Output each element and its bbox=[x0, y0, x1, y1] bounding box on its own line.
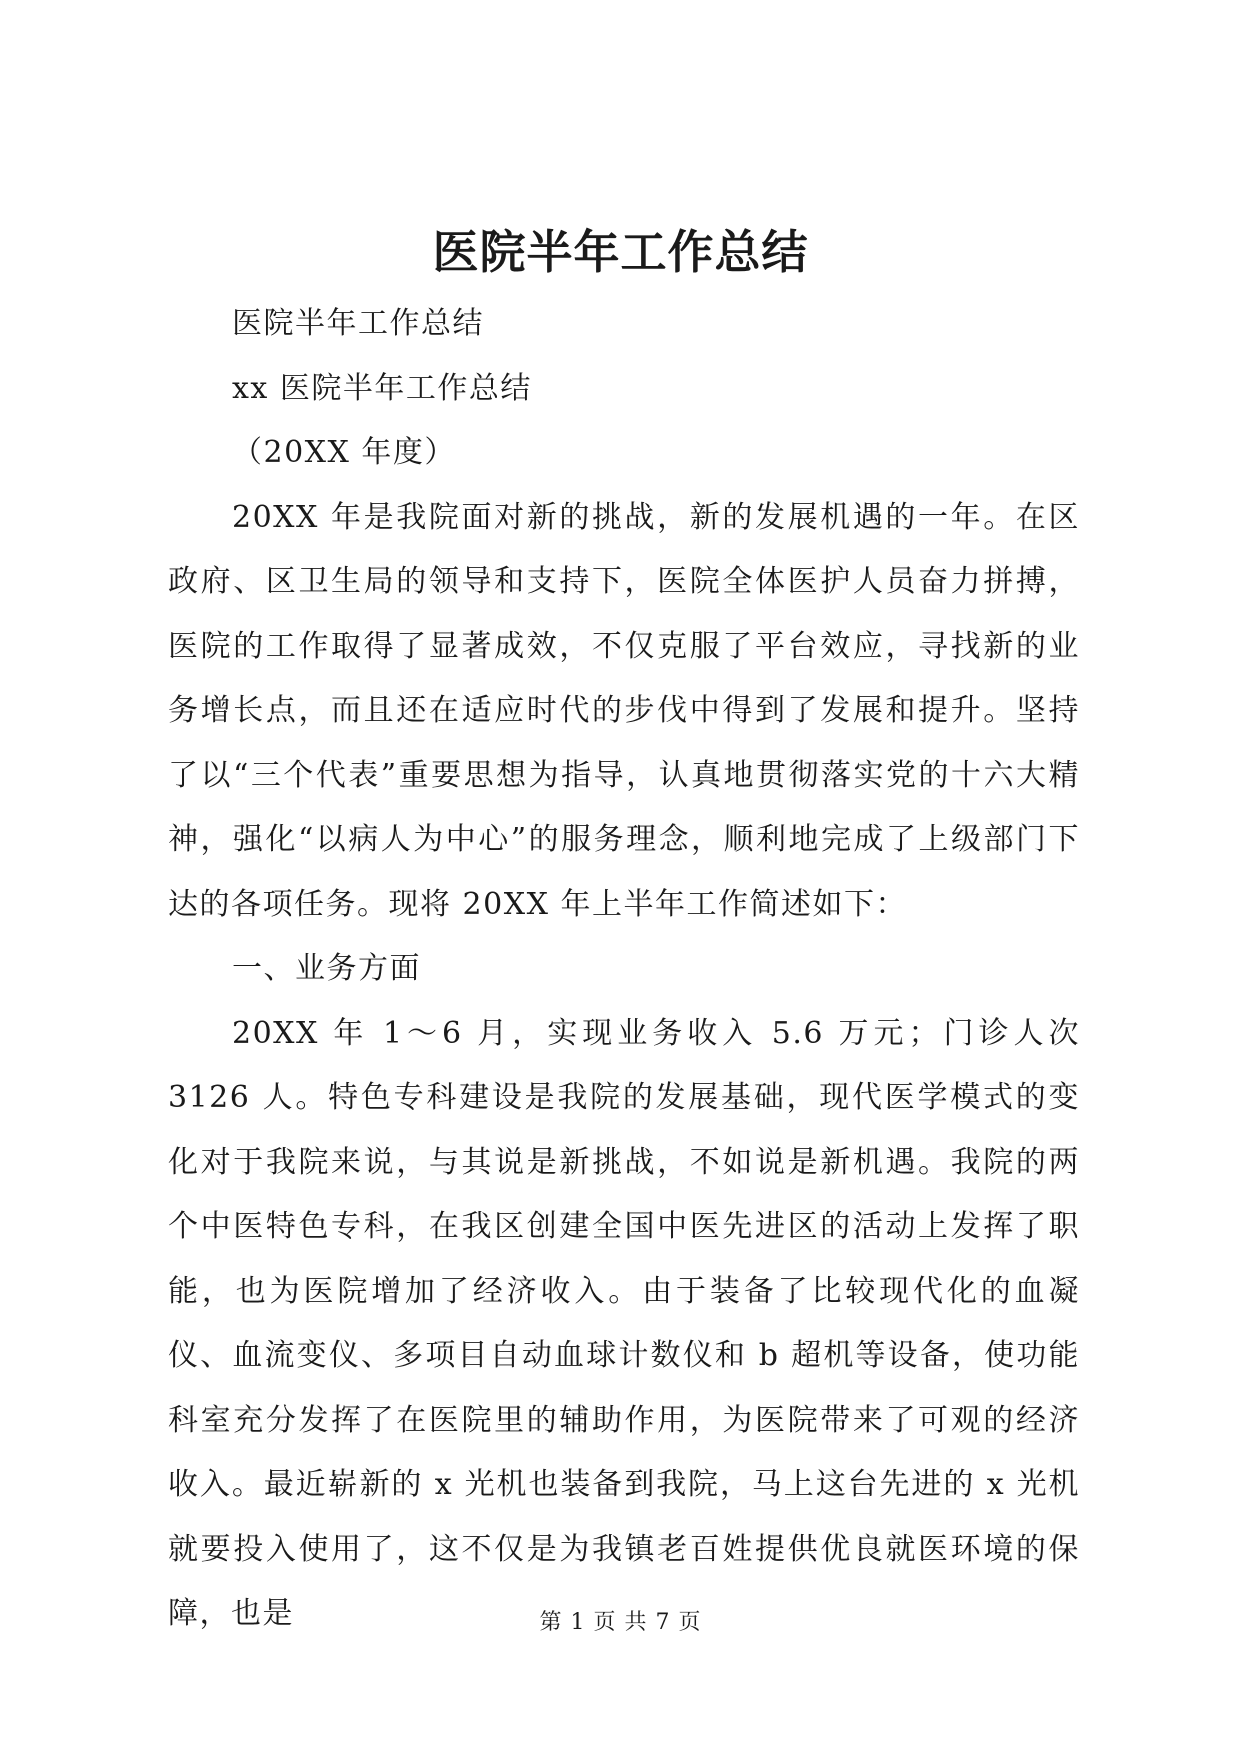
intro-paragraph: 20XX 年是我院面对新的挑战，新的发展机遇的一年。在区政府、区卫生局的领导和支持下，医院全体医护人员奋力拼搏，医院的工作取得了显著成效，不仅克服了平台效应，寻找新的业务增长点，而且还在适应时代的步伐中得到了发展和提升。坚持了以“三个代表”重要思想为指导，认真地贯彻落实党的十六大精神，强化“以病人为中心”的服务理念，顺利地完成了上级部门下达的各项任务。现将 20XX 年上半年工作简述如下： bbox=[168, 499, 1080, 922]
year-paragraph: （20XX 年度） bbox=[232, 435, 456, 470]
document-body bbox=[168, 292, 1080, 1647]
subtitle-paragraph: 医院半年工作总结 bbox=[232, 306, 484, 341]
hospital-subtitle-paragraph: xx 医院半年工作总结 bbox=[232, 370, 532, 406]
business-paragraph: 20XX 年 1～6 月，实现业务收入 5.6 万元；门诊人次 3126 人。特色专科建设是我院的发展基础，现代医学模式的变化对于我院来说，与其说是新挑战，不如说是新机遇。我院的两个中医特色专科，在我区创建全国中医先进区的活动上发挥了职能，也为医院增加了经济收入。由于装备了比较现代化的血凝仪、血流变仪、多项目自动血球计数仪和 b 超机等设备，使功能科室充分发挥了在医院里的辅助作用，为医院带来了可观的经济收入。最近崭新的 x 光机也装备到我院，马上这台先进的 x 光机就要投入使用了，这不仅是为我镇老百姓提供优良就医环境的保障，也是 bbox=[168, 1015, 1080, 1631]
page-footer: 第 1 页 共 7 页 bbox=[539, 1610, 702, 1635]
section-heading-business: 一、业务方面 bbox=[232, 951, 421, 986]
document-title: 医院半年工作总结 bbox=[432, 225, 809, 279]
